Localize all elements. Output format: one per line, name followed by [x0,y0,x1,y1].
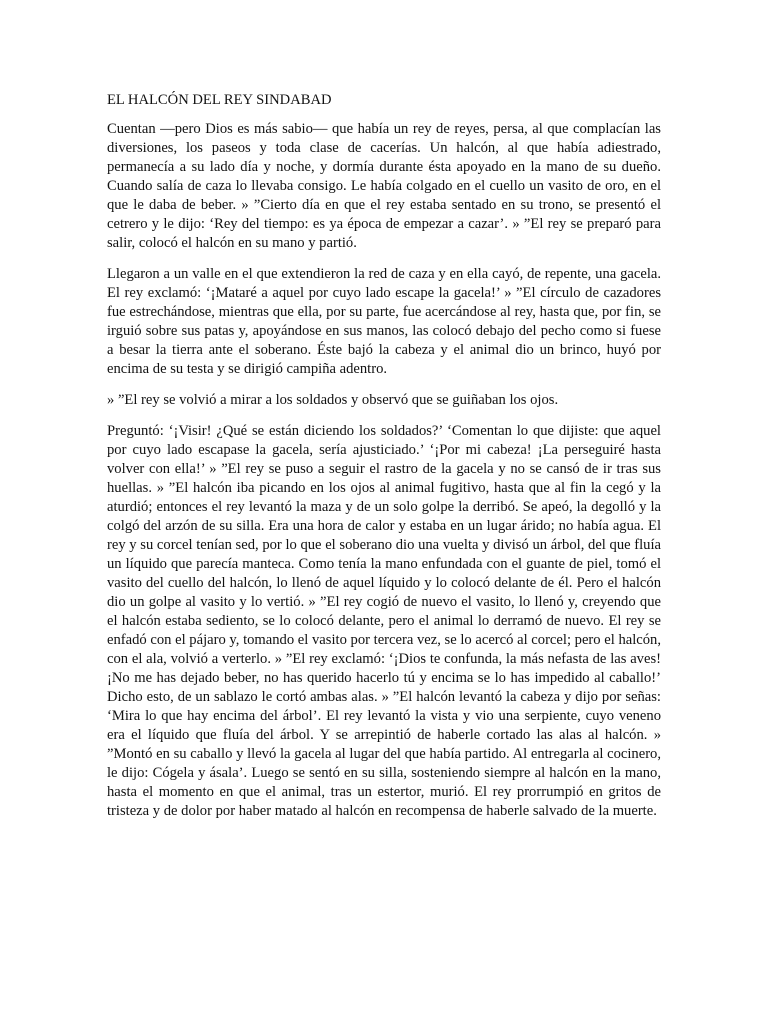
paragraph-4: Preguntó: ‘¡Visir! ¿Qué se están diciendo los soldados?’ ‘Comentan lo que dijiste: que aquel por cuyo lado escapase la gacela, sería ajusticiado.’ ‘¡Por mi cabeza! ¡La perseguiré hasta volver con ella!’ » ”El rey se puso a seguir el rastro de la gacela y no se cansó de ir tras sus huellas. » ”El halcón iba picando en los ojos al animal fugitivo, hasta que al fin la cegó y la aturdió; entonces el rey levantó la maza y de un solo golpe la derribó. Se apeó, la degolló y la colgó del arzón de su silla. Era una hora de calor y estaba en un lugar árido; no había agua. El rey y su corcel tenían sed, por lo que el soberano dio una vuelta y divisó un árbol, del que fluía un líquido que parecía manteca. Como tenía la mano enfundada con el guante de piel, tomó el vasito del cuello del halcón, lo llenó de aquel líquido y lo colocó delante de él. Pero el halcón dio un golpe al vasito y lo vertió. » ”El rey cogió de nuevo el vasito, lo llenó y, creyendo que el halcón estaba sediento, se lo colocó delante, pero el animal lo derramó de nuevo. El rey se enfadó con el pájaro y, tomando el vasito por tercera vez, se lo acercó al corcel; pero el halcón, con el ala, volvió a verterlo. » ”El rey exclamó: ‘¡Dios te confunda, la más nefasta de las aves! ¡No me has dejado beber, no has querido hacerlo tú y encima se lo has impedido al caballo!’ Dicho esto, de un sablazo le cortó ambas alas. » ”El halcón levantó la cabeza y dijo por señas: ‘Mira lo que hay encima del árbol’. El rey levantó la vista y vio una serpiente, cuyo veneno era el líquido que fluía del árbol. Y se arrepintió de haberle cortado las alas al halcón. » ”Montó en su caballo y llevó la gacela al lugar del que había partido. Al entregarla al cocinero, le dijo: Cógela y ásala’. Luego se sentó en su silla, sosteniendo siempre al halcón en la mano, hasta el momento en que el animal, tras un estertor, murió. El rey prorrumpió en gritos de tristeza y de dolor por haber matado al halcón en recompensa de haberle salvado de la muerte. [107,423,661,819]
document-body [107,91,661,833]
paragraph-1: Cuentan —pero Dios es más sabio— que había un rey de reyes, persa, al que complacían las diversiones, los paseos y toda clase de cacerías. Un halcón, al que había adiestrado, permanecía a su lado día y noche, y dormía durante ésta apoyado en la mano de su dueño. Cuando salía de caza lo llevaba consigo. Le había colgado en el cuello un vasito de oro, en el que le daba de beber. » ”Cierto día en que el rey estaba sentado en su trono, se presentó el cetrero y le dijo: ‘Rey del tiempo: es ya época de empezar a cazar’. » ”El rey se preparó para salir, colocó el halcón en su mano y partió. [107,121,661,251]
paragraph-2: Llegaron a un valle en el que extendieron la red de caza y en ella cayó, de repente, una gacela. El rey exclamó: ‘¡Mataré a aquel por cuyo lado escape la gacela!’ » ”El círculo de cazadores fue estrechándose, mientras que ella, por su parte, fue acercándose al rey, hasta que, por fin, se irguió sobre sus patas y, apoyándose en sus manos, las colocó debajo del pecho como si fuese a besar la tierra ante el soberano. Éste bajó la cabeza y el animal dio un brinco, huyó por encima de su testa y se dirigió campiña adentro. [107,266,661,377]
paragraph-3: » ”El rey se volvió a mirar a los soldados y observó que se guiñaban los ojos. [107,392,559,408]
document-title: EL HALCÓN DEL REY SINDABAD [107,92,332,108]
